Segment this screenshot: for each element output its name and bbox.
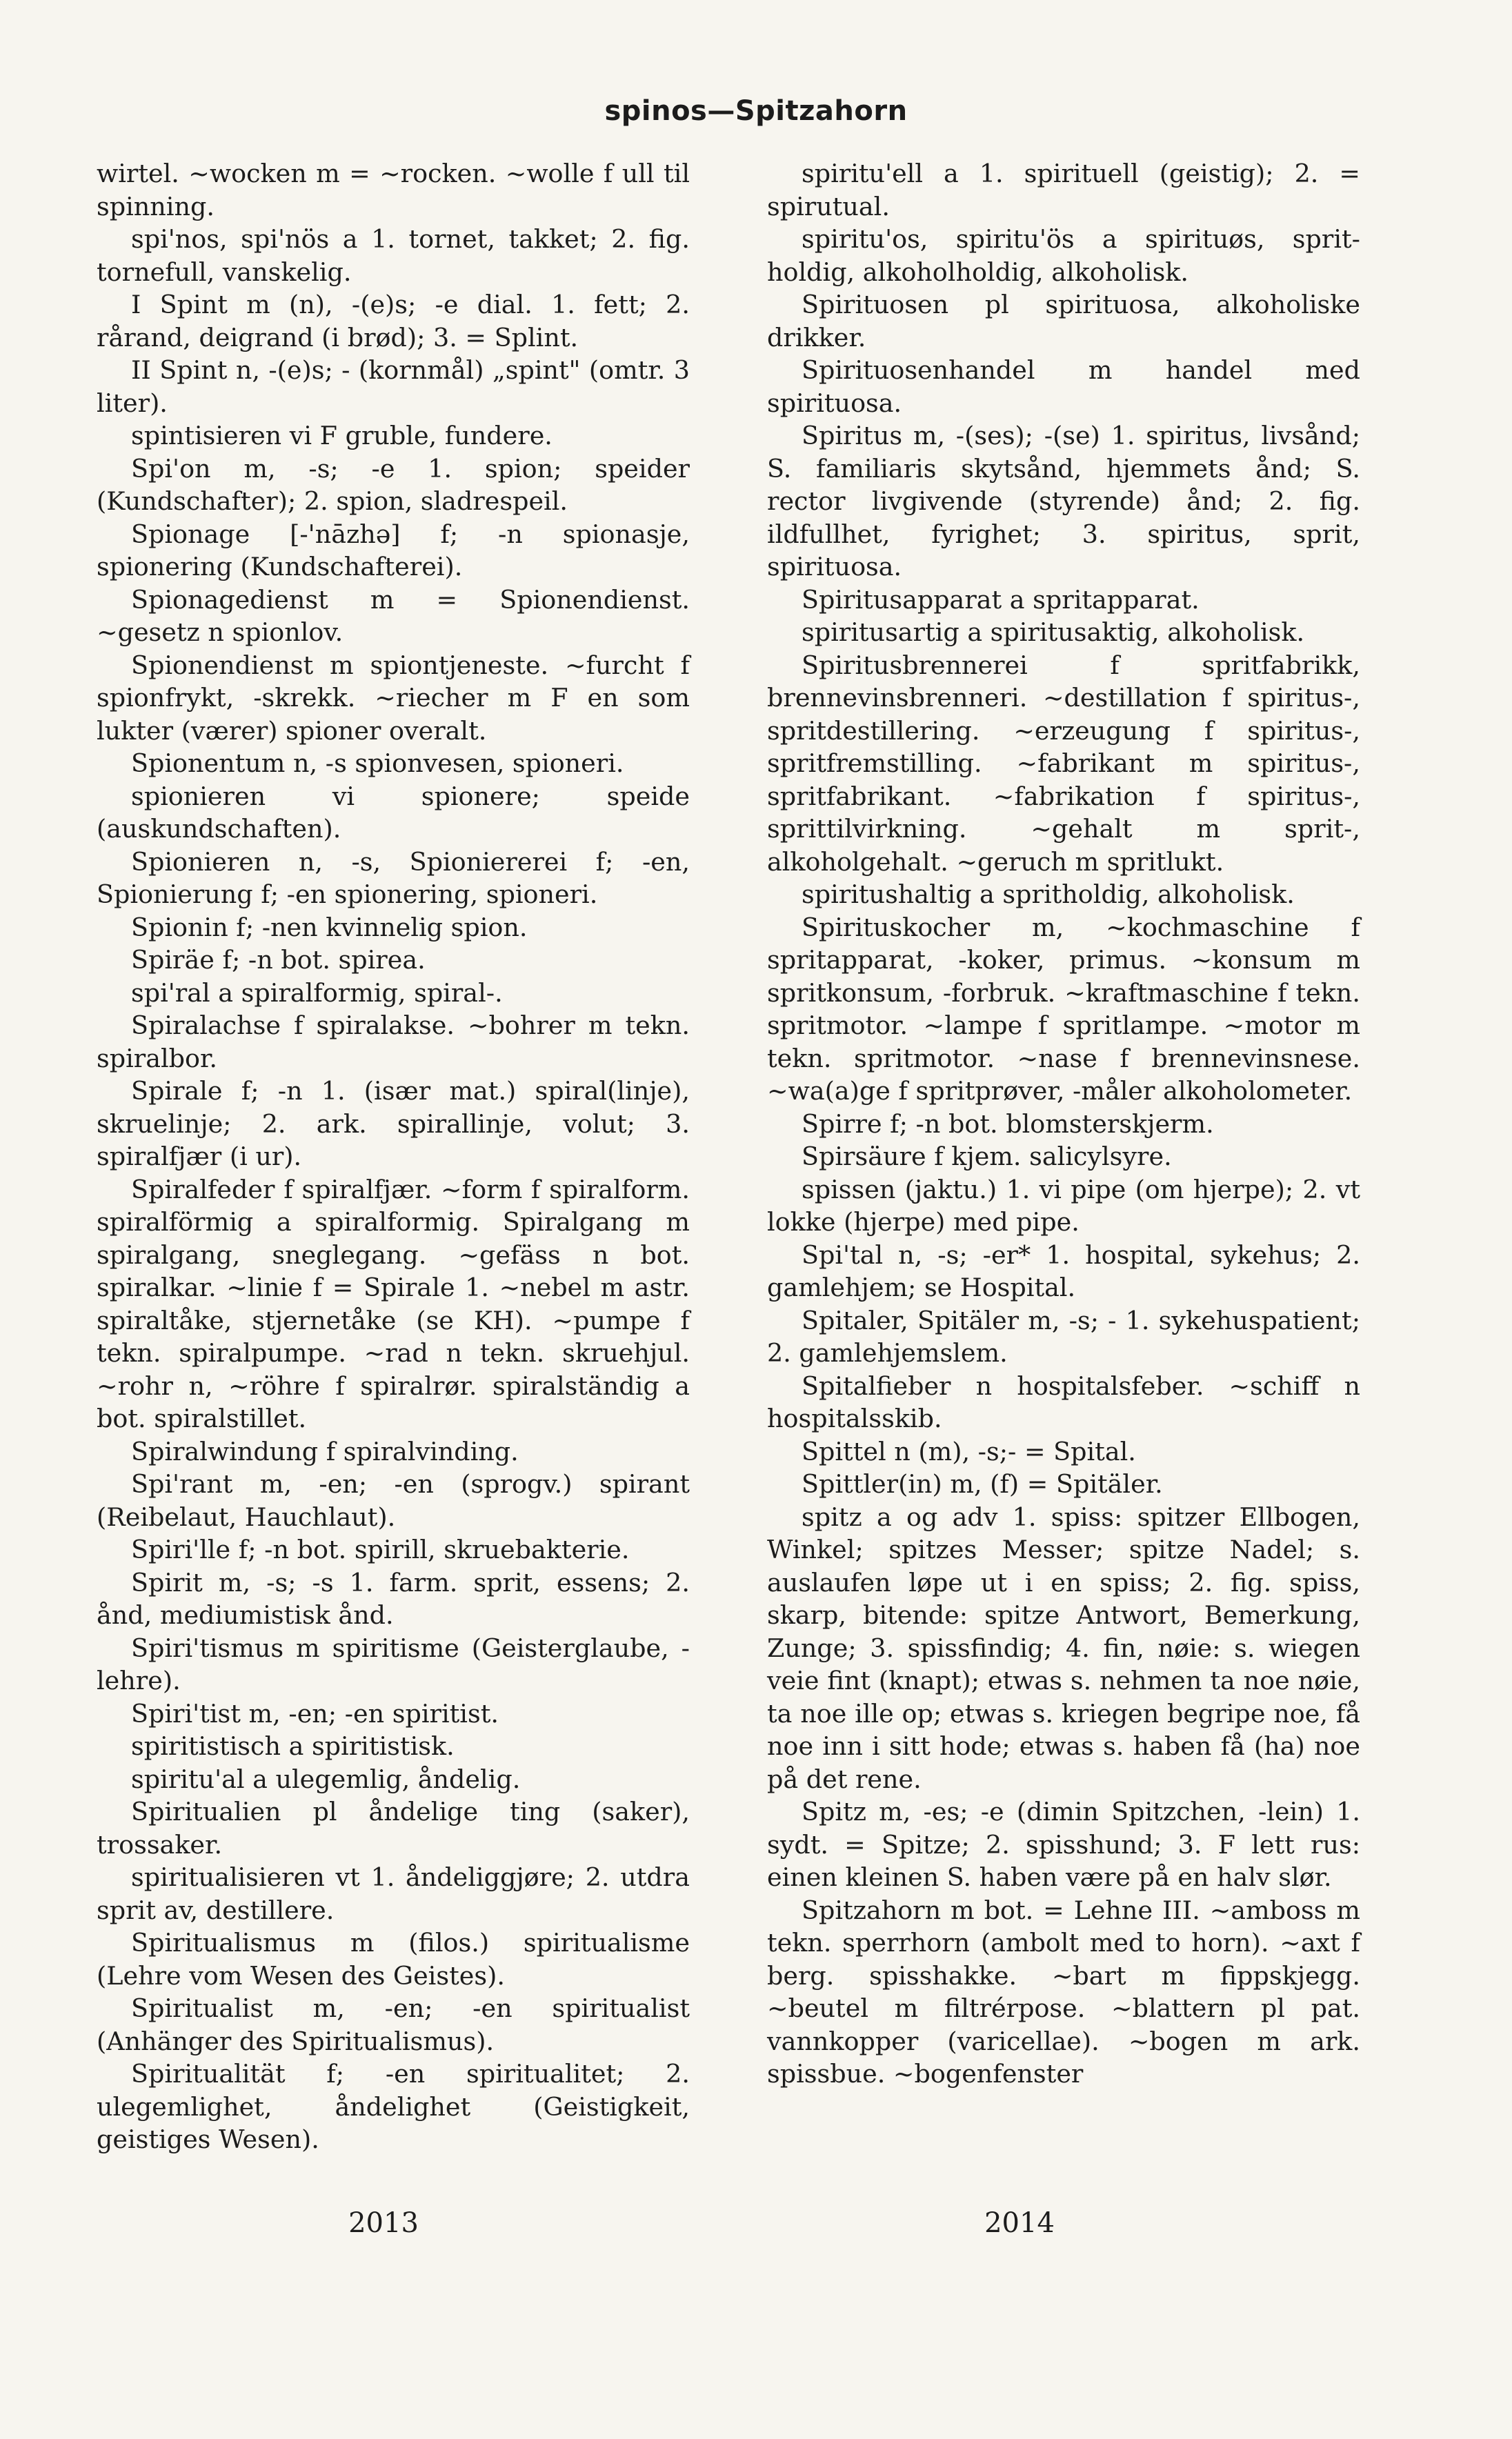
page-number-left: 2013 [348,2207,419,2239]
dictionary-entry: Spirituosenhandel m handel med spirituosa. [767,355,1360,418]
dictionary-entry: spiritu'al a ulegemlig, åndelig. [131,1764,521,1794]
dictionary-entry: Spiritusbrennerei f spritfabrikk, brennevinsbrenneri. ~destillation f spiritus-, spritdestillering. ~erzeugung f spiritus-, spritfremstilling. ~fabrikant m spiritus-, spritfabrikant. ~fabrikation f spiritus-, sprittilvirkning. ~gehalt m sprit-, alkoholgehalt. ~geruch m spritlukt. [767,650,1360,877]
dictionary-entry: Spitalfieber n hospitalsfeber. ~schiff n hospitalsskib. [767,1371,1360,1433]
dictionary-entry: Spiralachse f spiralakse. ~bohrer m tekn. spiralbor. [97,1011,690,1073]
dictionary-entry: Spirit m, -s; -s 1. farm. sprit, essens; 2. ånd, mediumistisk ånd. [97,1567,690,1630]
dictionary-entry: Spi'on m, -s; -e 1. spion; speider (Kundschafter); 2. spion, sladrespeil. [97,453,690,516]
dictionary-entry: Spiritualien pl åndelige ting (saker), trossaker. [97,1797,690,1860]
dictionary-entry: spiritualisieren vt 1. åndeliggjøre; 2. utdra sprit av, destillere. [97,1862,690,1925]
dictionary-entry: spiritu'os, spiritu'ös a spirituøs, sprit-holdig, alkoholholdig, alkoholisk. [767,224,1360,287]
left-column [97,157,690,2156]
dictionary-entry: spitz a og adv 1. spiss: spitzer Ellbogen, Winkel; spitzes Messer; spitze Nadel; s. auslaufen løpe ut i en spiss; 2. fig. spiss, skarp, bitende: spitze Antwort, Bemerkung, Zunge; 3. spissfindig; 4. fin, nøie: s. wiegen veie fint (knapt); etwas s. nehmen ta noe nøie, ta noe ille op; etwas s. kriegen begripe noe, få noe inn i sitt hode; etwas s. haben få (ha) noe på det rene. [767,1502,1360,1794]
dictionary-entry: Spirre f; -n bot. blomsterskjerm. [802,1108,1214,1139]
dictionary-entry: spi'nos, spi'nös a 1. tornet, takket; 2. fig. tornefull, vanskelig. [97,224,690,287]
dictionary-entry: Spi'tal n, -s; -er* 1. hospital, sykehus; 2. gamlehjem; se Hospital. [767,1240,1360,1302]
dictionary-entry: Spionage [-'nāzhə] f; -n spionasje, spionering (Kundschafterei). [97,519,690,581]
dictionary-entry: spiritushaltig a spritholdig, alkoholisk. [802,879,1295,909]
dictionary-entry: Spiritus m, -(ses); -(se) 1. spiritus, livsånd; S. familiaris skytsånd, hjemmets ånd; S. rector livgivende (styrende) ånd; 2. fig. ildfullhet, fyrighet; 3. spiritus, sprit, spirituosa. [767,421,1360,581]
dictionary-entry: Spi'rant m, -en; -en (sprogv.) spirant (Reibelaut, Hauchlaut). [97,1469,690,1532]
dictionary-entry: spiritistisch a spiritistisk. [131,1731,455,1761]
dictionary-entry: Spiritusapparat a spritapparat. [802,584,1200,615]
dictionary-entry: Spirale f; -n 1. (især mat.) spiral(linje), skruelinje; 2. ark. spirallinje, volut; 3. spiralfjær (i ur). [97,1076,690,1171]
dictionary-entry: Spionin f; -nen kvinnelig spion. [131,912,528,942]
dictionary-entry: Spirituskocher m, ~kochmaschine f spritapparat, -koker, primus. ~konsum m spritkonsum, -forbruk. ~kraftmaschine f tekn. spritmotor. ~lampe f spritlampe. ~motor m tekn. spritmotor. ~nase f brennevinsnese. ~wa(a)ge f spritprøver, -måler alkoholometer. [767,912,1360,1106]
dictionary-entry: Spiri'tismus m spiritisme (Geisterglaube, -lehre). [97,1633,690,1695]
dictionary-entry: spiritusartig a spiritusaktig, alkoholisk. [802,617,1305,647]
dictionary-entry: Spirituosen pl spirituosa, alkoholiske drikker. [767,290,1360,352]
dictionary-entry: Spiritualismus m (filos.) spiritualisme (Lehre vom Wesen des Geistes). [97,1928,690,1991]
dictionary-entry: Spiri'tist m, -en; -en spiritist. [131,1698,499,1729]
dictionary-entry: Spiri'lle f; -n bot. spirill, skruebakterie. [131,1535,630,1564]
dictionary-entry: spi'ral a spiralformig, spiral-. [131,977,503,1008]
dictionary-entry: Spionieren n, -s, Spioniererei f; -en, Spionierung f; -en spionering, spioneri. [97,846,690,909]
dictionary-entry: Spitzahorn m bot. = Lehne III. ~amboss m tekn. sperrhorn (ambolt med to horn). ~axt f berg. spisshakke. ~bart m fippskjegg. ~beutel m filtrérpose. ~blattern pl pat. vannkopper (varicellae). ~bogen m ark. spissbue. ~bogenfenster [767,1895,1360,2089]
dictionary-entry: I Spint m (n), -(e)s; -e dial. 1. fett; 2. rårand, deigrand (i brød); 3. = Splint. [97,290,690,352]
dictionary-entry: Spiritualität f; -en spiritualitet; 2. ulegemlighet, åndelighet (Geistigkeit, geistiges Wesen). [97,2059,690,2154]
dictionary-entry: spionieren vi spionere; speide (auskundschaften). [97,781,690,844]
running-header: spinos—Spitzahorn [604,95,908,127]
dictionary-entry: wirtel. ~wocken m = ~rocken. ~wolle f ull til spinning. [97,159,690,221]
dictionary-entry: spintisieren vi F gruble, fundere. [131,421,553,450]
dictionary-entry: Spittler(in) m, (f) = Spitäler. [802,1469,1163,1499]
dictionary-entry: Spiritualist m, -en; -en spiritualist (Anhänger des Spiritualismus). [97,1993,690,2056]
dictionary-entry: II Spint n, -(e)s; - (kornmål) „spint" (omtr. 3 liter). [97,355,690,418]
dictionary-entry: Spionentum n, -s spionvesen, spioneri. [131,748,624,778]
dictionary-entry: Spitaler, Spitäler m, -s; - 1. sykehuspatient; 2. gamlehjemslem. [767,1305,1360,1368]
dictionary-entry: Spirsäure f kjem. salicylsyre. [802,1142,1172,1171]
right-column [767,157,1360,2091]
dictionary-entry: spiritu'ell a 1. spirituell (geistig); 2. = spirutual. [767,159,1360,221]
page-number-right: 2014 [984,2207,1055,2239]
dictionary-entry: Spiralfeder f spiralfjær. ~form f spiralform. spiralförmig a spiralformig. Spiralgang m spiralgang, sneglegang. ~gefäss n bot. spiralkar. ~linie f = Spirale 1. ~nebel m astr. spiraltåke, stjernetåke (se KH). ~pumpe f tekn. spiralpumpe. ~rad n tekn. skruehjul. ~rohr n, ~röhre f spiralrør. spiralständig a bot. spiralstillet. [97,1174,690,1433]
dictionary-entry: Spitz m, -es; -e (dimin Spitzchen, -lein) 1. sydt. = Spitze; 2. spisshund; 3. F lett rus: einen kleinen S. haben være på en halv slør. [767,1797,1360,1892]
dictionary-entry: spissen (jaktu.) 1. vi pipe (om hjerpe); 2. vt lokke (hjerpe) med pipe. [767,1174,1360,1237]
dictionary-entry: Spittel n (m), -s;- = Spital. [802,1436,1136,1466]
dictionary-entry: Spionendienst m spiontjeneste. ~furcht f spionfrykt, -skrekk. ~riecher m F en som lukter (værer) spioner overalt. [97,650,690,746]
dictionary-entry: Spiräe f; -n bot. spirea. [131,945,426,975]
dictionary-entry: Spiralwindung f spiralvinding. [131,1436,519,1466]
dictionary-entry: Spionagedienst m = Spionendienst. ~gesetz n spionlov. [97,584,690,647]
